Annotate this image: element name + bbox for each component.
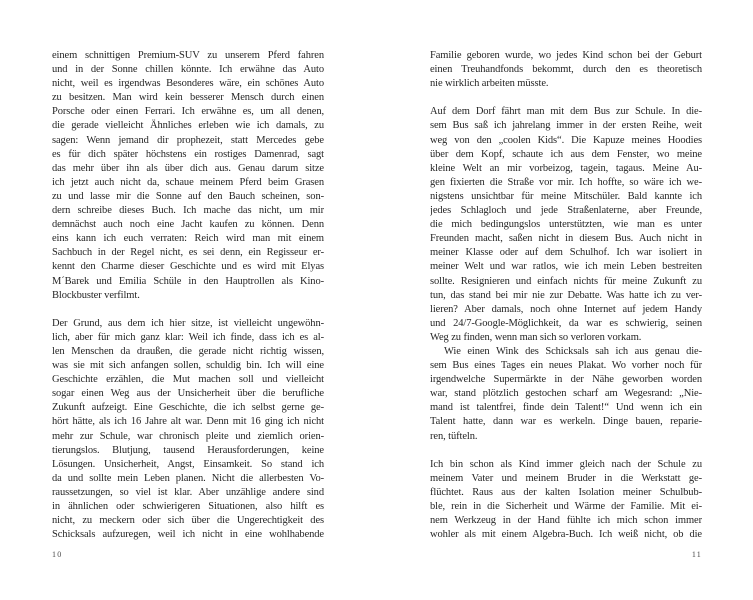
paragraph <box>52 49 324 303</box>
left-page-text-block <box>52 49 324 542</box>
text-line: nicht, zu meckern oder sich über die Ungerechtigkeit des <box>52 515 324 527</box>
text-line: Porsche oder einen Ferrari. Ich erwähne es, um all denen, <box>52 106 324 118</box>
paragraph <box>52 317 324 543</box>
text-line: gen fixierten die Straße vor mir. Ich hoffte, so wäre ich we- <box>430 176 702 188</box>
page-number-left: 10 <box>52 550 63 559</box>
paragraph <box>430 458 702 543</box>
text-line: sogar einen Weg aus der Unsicherheit über die berufliche <box>52 388 324 400</box>
text-line: über dem Kopf, schaute ich aus dem Fenster, wo meine <box>430 148 702 160</box>
text-line: sem Bus eines Tages ein neues Plakat. Wo vorher noch für <box>430 360 702 372</box>
right-page-text-block <box>430 49 702 542</box>
text-line: eins kann ich euch verraten: Reich wird man mit einem <box>52 233 324 245</box>
text-line: ble, rein in die Sicherheit und Wärme der Familie. Mit ei- <box>430 501 702 512</box>
text-line: kennt den Charme dieser Geschichte und es wird mit Elyas <box>52 261 324 273</box>
text-line: tun, das stand bei mir nie zur Debatte. Was hatte ich zu ver- <box>430 289 702 301</box>
text-line: in ähnlichen oder schwierigeren Situationen, also hilft es <box>52 501 324 512</box>
paragraph <box>430 49 702 91</box>
text-line: len Menschen da draußen, die gerade nicht richtig wissen, <box>52 345 324 357</box>
text-line: Blockbuster verfilmt. <box>52 289 140 301</box>
text-line: und in der Sonne chillen könnte. Ich erwähne das Auto <box>52 64 324 76</box>
text-line: Weg zu finden, wenn man sich so verloren vorkam. <box>430 331 642 343</box>
text-line: Sachbuch in der Regel nicht, es sei denn, ein Regisseur er- <box>52 247 324 259</box>
text-line: irgendwelche Supermärkte in der Nähe geworben worden <box>430 374 702 386</box>
text-line: einen Treuhandfonds bekommt, durch den es theoretisch <box>430 64 702 76</box>
text-line: war, stand plötzlich gestochen scharf am Wegesrand: „Nie- <box>430 388 702 400</box>
text-line: die mich bedingungslos unterstützten, wie man es unter <box>430 219 702 231</box>
text-line: nie wirklich arbeiten müsste. <box>430 78 549 90</box>
text-line: und 24/7-Google-Möglichkeit, da war es schwierig, seinen <box>430 317 702 329</box>
text-line: wohler als mit einem Algebra-Buch. Ich weiß nicht, ob die <box>430 529 702 541</box>
text-line: zu besitzen. Man wird kein besserer Mensch durch einen <box>52 92 324 104</box>
text-line: ren, tüfteln. <box>430 430 478 442</box>
text-line: dern schreibe dieses Buch. Ich mache das nicht, um mir <box>52 205 324 217</box>
text-line: sollte. Resignieren und einfach nichts für meine Zukunft zu <box>430 275 702 287</box>
text-line: flüchtet. Raus aus der kalten Isolation meiner Schulbub- <box>430 486 702 498</box>
paragraph <box>430 105 702 345</box>
text-line: meinem Vater und meinem Bruder in die Werkstatt ge- <box>430 472 702 484</box>
text-line: die gerade vielleicht Ähnliches erleben wie ich damals, zu <box>52 120 324 132</box>
text-line: demnächst auch noch eine Jacht kaufen zu können. Denn <box>52 219 324 231</box>
text-line: sagen: Wenn jemand dir prophezeit, statt Mercedes gebe <box>52 134 324 146</box>
text-line: Talent hatte, dann war es werkeln. Dinge bauen, reparie- <box>430 416 702 428</box>
text-line: Wie einen Wink des Schicksals sah ich aus genau die- <box>444 345 702 357</box>
text-line: meiner Welt und war ratlos, wie ich mein Leben bestreiten <box>430 261 702 273</box>
text-line: Geschichte erzählen, die Mut machen soll und vielleicht <box>52 374 324 386</box>
text-line: nicht, weil es irgendwas Besonderes wäre, ein schönes Auto <box>52 78 324 90</box>
text-line: meiner Klasse oder auf dem Schulhof. Ich war isoliert in <box>430 247 702 259</box>
text-line: nem Werkzeug in der Hand fühlte ich mich schon immer <box>430 515 702 527</box>
text-line: Lösungen. Unsicherheit, Angst, Einsamkeit. So stand ich <box>52 458 324 470</box>
text-line: mehr zur Schule, war chronisch pleite und ziemlich orien- <box>52 430 324 442</box>
text-line: jedes Schlagloch und jede Straßenlaterne, aber Freunde, <box>430 205 702 217</box>
text-line: nigstens unsichtbar für meine Mitschüler. Bald kannte ich <box>430 190 702 202</box>
text-line: Der Grund, aus dem ich hier sitze, ist vielleicht ungewöhn- <box>52 317 324 329</box>
text-line: Zukunft aufzeigt. Eine Geschichte, die ich selbst gerne ge- <box>52 402 324 414</box>
text-line: raussetzungen, so viel ist klar. Aber unzählige andere sind <box>52 486 324 498</box>
paragraph <box>430 345 702 444</box>
text-line: weg von den „coolen Kids“. Die Kapuze meines Hoodies <box>430 134 702 146</box>
text-line: lieren? Aber damals, noch ohne Internet auf jedem Handy <box>430 303 702 315</box>
text-line: tierungslos. Blutjung, tausend Herausforderungen, keine <box>52 444 324 456</box>
text-line: was sie mit sich anfangen sollen, schuldig bin. Ich will eine <box>52 360 324 372</box>
text-line: Auf dem Dorf fährt man mit dem Bus zur Schule. In die- <box>430 106 702 118</box>
page-number-right: 11 <box>691 550 702 559</box>
text-line: M´Barek und Emilia Schüle in den Hauptrollen als Kino- <box>52 275 324 287</box>
text-line: hört hätte, als ich 16 Jahre alt war. Denn mit 16 ging ich nicht <box>52 416 324 428</box>
text-line: Ich bin schon als Kind immer gleich nach der Schule zu <box>430 458 702 470</box>
text-line: da und sollte mein Leben planen. Nicht die allerbesten Vo- <box>52 472 324 484</box>
text-line: einem schnittigen Premium-SUV zu unserem Pferd fahren <box>52 50 324 61</box>
text-line: lich, aber für mich ganz klar: Weil ich finde, dass ich es al- <box>52 331 324 343</box>
text-line: ich jetzt auch nicht da, schaue meinem Pferd beim Grasen <box>52 176 324 188</box>
text-line: sem Bus saß ich jahrelang immer in der ersten Reihe, weit <box>430 120 702 132</box>
text-line: Schicksals aufzuregen, weil ich nicht in eine wohlhabende <box>52 529 324 541</box>
text-line: Familie geboren wurde, wo jedes Kind schon bei der Geburt <box>430 50 702 61</box>
text-line: zu und lasse mir die Sonne auf den Bauch scheinen, son- <box>52 190 324 202</box>
text-line: es für dich später höchstens ein rostiges Damenrad, sagt <box>52 148 324 160</box>
text-line: Freunden macht, saßen nicht in diesem Bus. Auch nicht in <box>430 233 702 245</box>
text-line: das mehr über ihn als über dich aus. Genau darum sitze <box>52 162 324 174</box>
text-line: mand ist talentfrei, finde dein Talent!“ Und wenn ich ein <box>430 402 702 414</box>
text-line: kleine Welt an mir vorbeizog, tagein, tagaus. Meine Au- <box>430 162 702 174</box>
